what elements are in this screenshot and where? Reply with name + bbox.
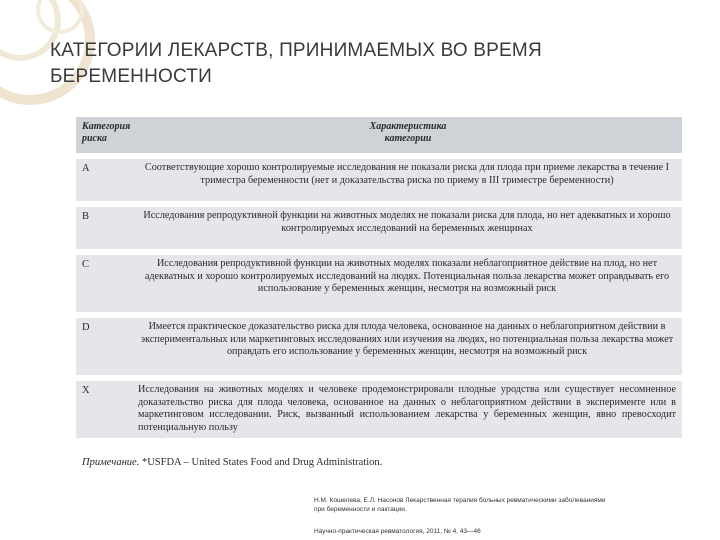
row-category: A	[82, 163, 90, 174]
slide-title-line-2: БЕРЕМЕННОСТИ	[50, 66, 212, 87]
slide-title-line-1: КАТЕГОРИИ ЛЕКАРСТВ, ПРИНИМАЕМЫХ ВО ВРЕМЯ	[50, 40, 542, 61]
row-description: Исследования репродуктивной функции на животных моделях не показали риска для плода, но нет адекватных и хорошо контролируемых исследований на беременных женщинах	[143, 210, 671, 234]
table-header	[76, 117, 682, 153]
table-row	[76, 318, 682, 375]
row-category: X	[82, 385, 90, 396]
note-text: *USFDA – United States Food and Drug Administration.	[139, 457, 383, 468]
row-category: D	[82, 322, 90, 333]
table-row	[76, 255, 682, 312]
row-description: Соответствующие хорошо контролируемые исследования не показали риска для плода при приеме лекарства в течение I триместра беременности (нет и доказательства риска по приему в III триместре беременности)	[144, 162, 670, 186]
source-journal: Научно-практическая ревматология, 2011, № 4, 43—46	[314, 528, 481, 535]
header-category-line-2: риска	[82, 133, 107, 144]
row-description: Имеется практическое доказательство риска для плода человека, основанное на данных о неблагоприятном действии в экспериментальных или маркетинговых исследованиях или изучения на людях, но потенциальная польза лекарства может оправдать его использование у беременных женщин, несмотря на возможный риск	[140, 321, 674, 357]
row-category: C	[82, 259, 90, 270]
table-row	[76, 159, 682, 201]
row-description: Исследования репродуктивной функции на животных моделях показали неблагоприятное действие на плод, но нет адекватных и хорошо контролируемых исследований на людях. Потенциальная польза лекарства может оправдывать его использование у беременных женщин, несмотря на возможный риск	[144, 258, 670, 294]
note-label: Примечание.	[82, 457, 140, 468]
header-characteristic-line-1: Характеристика	[369, 121, 447, 132]
header-characteristic	[134, 117, 682, 153]
row-description: Исследования на животных моделях и человеке продемонстрировали плодные уродства или существует несомненное доказательство риска для плода человека, основанное на данных о неблагоприятном действии в эксперименте или в маркетинговом исследовании. Риск, вызванный использованием лекарства у беременных женщин, явно превосходит потенциальную пользу	[138, 384, 676, 433]
header-category	[76, 117, 134, 153]
header-characteristic-line-2: категории	[384, 133, 432, 144]
row-category: B	[82, 211, 90, 222]
slide-title	[50, 38, 670, 90]
risk-category-table	[76, 117, 682, 444]
source-citation: Н.М. Кошелева, Е.Л. Насонов Лекарственная терапия больных ревматическими заболеваниями при беременности и лактации.	[314, 497, 606, 513]
table-note	[82, 457, 382, 468]
table-row	[76, 381, 682, 438]
table-row	[76, 207, 682, 249]
header-category-line-1: Категория	[82, 121, 131, 132]
